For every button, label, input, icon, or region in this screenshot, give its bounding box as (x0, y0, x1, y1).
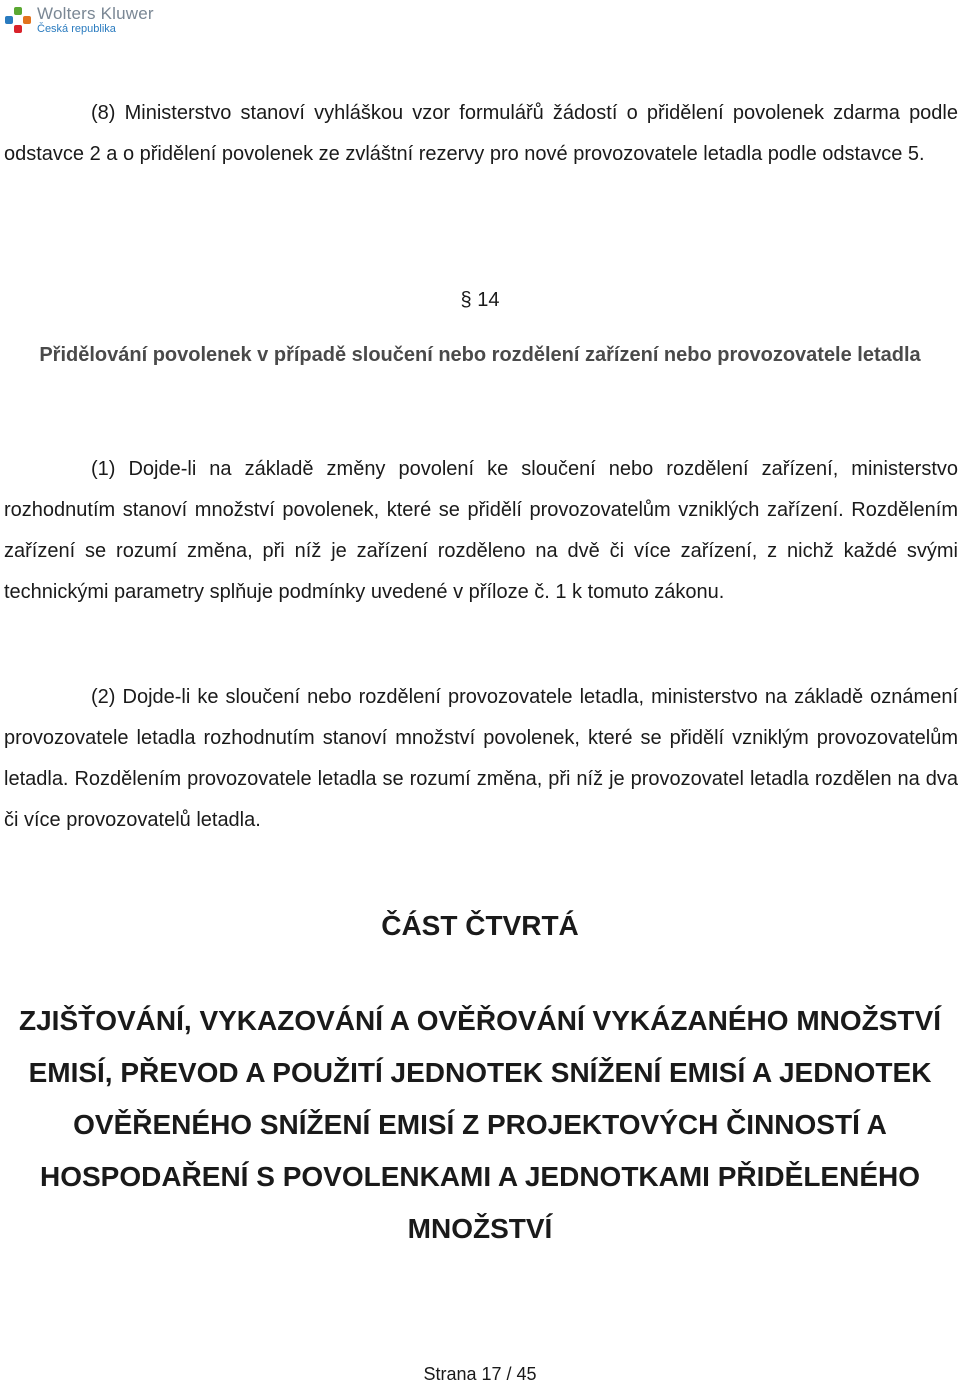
logo-name: Wolters Kluwer (37, 4, 154, 23)
logo-mark-icon (4, 6, 32, 34)
section-title: Přidělování povolenek v případě sloučení nebo rozdělení zařízení nebo provozovatele letadla (39, 344, 921, 366)
part-title: ČÁST ČTVRTÁ (381, 910, 579, 941)
paragraph-2: (2) Dojde-li ke sloučení nebo rozdělení provozovatele letadla, ministerstvo na základě oznámení provozovatele letadla rozhodnutím stanoví množství povolenek, které se přidělí vzniklým provozovatelům letadla. Rozdělením provozovatele letadla se rozumí změna, při níž je provozovatel letadla rozdělen na dva či více provozovatelů letadla. (4, 686, 958, 831)
paragraph-1: (1) Dojde-li na základě změny povolení ke sloučení nebo rozdělení zařízení, ministerstvo rozhodnutím stanoví množství povolenek, které se přidělí provozovatelům vzniklých zařízení. Rozdělením zařízení se rozumí změna, při níž je zařízení rozděleno na dvě či více zařízení, z nichž každé svými technickými parametry splňuje podmínky uvedené v příloze č. 1 k tomuto zákonu. (4, 458, 958, 603)
publisher-logo (4, 3, 154, 37)
logo-subtitle: Česká republika (37, 23, 116, 35)
section-number: § 14 (460, 289, 500, 311)
page-number: Strana 17 / 45 (423, 1364, 537, 1384)
part-heading: ZJIŠŤOVÁNÍ, VYKAZOVÁNÍ A OVĚŘOVÁNÍ VYKÁZANÉHO MNOŽSTVÍ EMISÍ, PŘEVOD A POUŽITÍ JEDNOTEK SNÍŽENÍ EMISÍ A JEDNOTEK OVĚŘENÉHO SNÍŽENÍ EMISÍ Z PROJEKTOVÝCH ČINNOSTÍ A HOSPODAŘENÍ S POVOLENKAMI A JEDNOTKAMI PŘIDĚLENÉHO MNOŽSTVÍ (18, 1005, 941, 1244)
paragraph-8: (8) Ministerstvo stanoví vyhláškou vzor formulářů žádostí o přidělení povolenek zdarma podle odstavce 2 a o přidělení povolenek ze zvláštní rezervy pro nové provozovatele letadla podle odstavce 5. (4, 102, 958, 165)
